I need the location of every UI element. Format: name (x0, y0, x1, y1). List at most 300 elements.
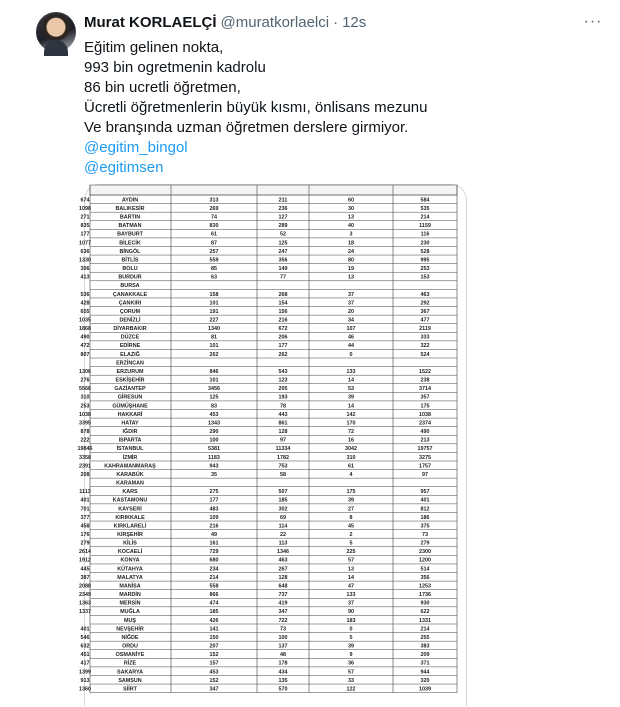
table-cell-value: 944 (420, 669, 430, 676)
table-cell-value: 1363 (79, 600, 91, 607)
table-cell-province: ÇORUM (119, 308, 141, 315)
table-cell-value: 866 (209, 592, 219, 599)
table-cell-value: 1340 (208, 326, 220, 333)
table-cell-province: BURDUR (118, 274, 142, 281)
table-cell-value: 356 (420, 574, 430, 581)
table-cell-value: 53 (348, 386, 354, 393)
table-cell-value: 114 (278, 523, 288, 530)
table-cell-value: 375 (420, 523, 430, 530)
table-cell-value: 161 (209, 540, 219, 547)
table-cell-value: 19846 (77, 446, 93, 453)
table-cell-value: 177 (209, 497, 219, 504)
table-cell-value: 3275 (419, 454, 431, 461)
table-cell-value: 35 (211, 471, 217, 478)
table-cell-value: 2 (349, 532, 353, 538)
table-cell-value: 453 (209, 411, 219, 418)
table-cell-value: 401 (80, 626, 90, 633)
table-cell-value: 322 (420, 343, 430, 350)
table-cell-value: 846 (209, 368, 219, 375)
table-grid (90, 185, 457, 693)
table-cell-province: MARDİN (119, 592, 141, 599)
table-cell-value: 674 (80, 197, 90, 204)
table-cell-value: 37 (348, 600, 354, 607)
tweet-line: 86 bin ucretli öğretmen, (84, 79, 241, 96)
table-cell-value: 333 (420, 334, 430, 341)
table-cell-value: 100 (209, 437, 219, 444)
table-cell-value: 543 (278, 368, 288, 375)
table-cell-value: 428 (80, 300, 90, 307)
table-cell-value: 74 (211, 214, 217, 221)
table-cell-province: KONYA (120, 557, 140, 564)
table-cell-value: 80 (348, 257, 354, 264)
table-cell-value: 570 (278, 686, 288, 693)
table-cell-value: 930 (420, 600, 430, 607)
table-cell-province: GÜMÜŞHANE (112, 403, 148, 410)
table-cell-value: 632 (80, 643, 90, 650)
table-cell-province: RİZE (123, 660, 137, 667)
table-cell-value: 63 (211, 274, 217, 281)
table-cell-value: 225 (346, 549, 356, 556)
table-cell-value: 236 (278, 205, 288, 212)
table-cell-province: NEVŞEHİR (116, 626, 144, 633)
tweet-image[interactable] (77, 184, 467, 706)
table-cell-province: NİĞDE (121, 634, 139, 641)
table-cell-value: 1039 (419, 686, 431, 693)
table-cell-value: 3358 (79, 454, 91, 461)
table-cell-value: 154 (278, 300, 288, 307)
table-cell-value: 4 (349, 471, 353, 478)
table-cell-value: 125 (278, 240, 288, 247)
table-cell-value: 101 (209, 343, 219, 350)
table-cell-value: 36 (348, 660, 354, 667)
table-cell-value: 426 (209, 617, 219, 624)
table-cell-province: İSTANBUL (116, 446, 144, 453)
table-cell-value: 3456 (208, 386, 220, 393)
table-cell-value: 253 (80, 403, 90, 410)
separator-dot: · (333, 13, 339, 31)
table-cell-value: 417 (80, 660, 90, 667)
table-cell-value: 14 (348, 574, 354, 581)
table-cell-value: 45 (348, 523, 354, 530)
table-cell-province: BAYBURT (117, 231, 143, 238)
table-cell-value: 85 (211, 266, 217, 273)
table-cell-value: 1183 (208, 454, 220, 461)
table-cell-value: 176 (80, 532, 90, 538)
table-cell-value: 268 (278, 291, 288, 298)
table-cell-value: 22 (280, 532, 286, 538)
table-cell-value: 1343 (208, 420, 220, 427)
table-cell-value: 97 (280, 437, 286, 444)
table-cell-value: 78 (280, 403, 286, 410)
table-cell-value: 1360 (79, 686, 91, 693)
table-cell-value: 207 (209, 643, 219, 650)
table-cell-province: GİRESUN (117, 394, 143, 401)
table-cell-value: 214 (420, 626, 430, 633)
table-cell-value: 302 (278, 506, 288, 513)
table-cell-province: ORDU (122, 643, 138, 650)
table-cell-value: 44 (348, 343, 354, 350)
table-cell-value: 2391 (79, 463, 91, 470)
table-cell-value: 289 (278, 223, 288, 230)
table-cell-value: 463 (278, 557, 288, 564)
table-cell-value: 141 (209, 626, 219, 633)
table-cell-value: 208 (80, 471, 90, 478)
table-cell-value: 214 (420, 214, 430, 221)
table-cell-value: 0 (349, 351, 353, 358)
table-image (77, 185, 468, 707)
table-cell-value: 310 (80, 394, 90, 401)
table-cell-value: 1306 (79, 368, 91, 375)
table-cell-value: 943 (209, 463, 219, 470)
table-cell-value: 672 (278, 326, 288, 333)
table-cell-value: 227 (209, 317, 219, 324)
table-cell-value: 57 (348, 669, 354, 676)
table-cell-value: 558 (209, 583, 219, 590)
table-cell-value: 255 (420, 634, 430, 641)
table-cell-province: ERZİNCAN (116, 360, 144, 367)
table-cell-value: 401 (420, 497, 430, 504)
table-cell-value: 238 (420, 377, 430, 384)
table-cell-value: 290 (209, 429, 219, 436)
table-cell-value: 133 (346, 592, 356, 599)
table-cell-value: 49 (211, 532, 217, 538)
table-cell-value: 377 (80, 514, 90, 521)
table-cell-value: 490 (80, 334, 90, 341)
table-cell-value: 90 (348, 609, 354, 616)
table-cell-value: 347 (209, 686, 219, 693)
table-cell-province: KÜTAHYA (117, 566, 143, 573)
tweet-text (84, 38, 604, 178)
table-cell-value: 8 (349, 514, 353, 521)
table-cell-value: 546 (80, 634, 90, 641)
table-cell-value: 257 (209, 248, 219, 255)
table-cell-value: 170 (346, 420, 356, 427)
tweet-header (84, 12, 366, 32)
table-cell-value: 463 (420, 291, 430, 298)
table-cell-value: 19 (348, 266, 354, 273)
table-cell-value: 483 (209, 506, 219, 513)
table-cell-value: 292 (420, 300, 430, 307)
table-cell-value: 109 (209, 514, 219, 521)
table-cell-value: 3042 (345, 446, 357, 453)
table-cell-value: 622 (420, 609, 430, 616)
table-cell-value: 16 (348, 437, 354, 444)
table-cell-value: 3395 (79, 420, 91, 427)
table-cell-value: 357 (420, 394, 430, 401)
table-cell-province: DÜZCE (120, 334, 140, 341)
table-cell-value: 1253 (419, 583, 431, 590)
table-cell-value: 206 (278, 334, 288, 341)
table-cell-value: 2614 (79, 549, 91, 556)
table-cell-value: 234 (209, 566, 219, 573)
table-cell-province: BALIKESİR (115, 205, 145, 212)
table-cell-value: 453 (209, 669, 219, 676)
table-cell-value: 150 (209, 634, 219, 641)
table-cell-province: HATAY (121, 420, 139, 427)
table-cell-value: 30 (348, 205, 354, 212)
avatar-figure (44, 40, 68, 56)
table-cell-value: 183 (346, 617, 356, 624)
table-cell-value: 451 (80, 652, 90, 659)
table-cell-province: IĞDIR (122, 429, 138, 436)
table-cell-value: 39 (348, 394, 354, 401)
avatar[interactable] (36, 12, 76, 52)
table-cell-value: 271 (80, 214, 90, 221)
table-cell-province: KARABÜK (116, 471, 144, 478)
table-cell-value: 1077 (79, 240, 91, 247)
table-cell-value: 185 (278, 497, 288, 504)
table-cell-value: 957 (420, 489, 430, 496)
table-cell-value: 913 (80, 677, 90, 684)
table-cell-value: 83 (211, 403, 217, 410)
table-cell-value: 737 (278, 592, 288, 599)
table-cell-value: 477 (420, 317, 430, 324)
tweet-line: Eğitim gelinen nokta, (84, 39, 224, 56)
table-cell-province: MERSİN (119, 600, 141, 607)
table-cell-value: 40 (348, 223, 354, 230)
table-cell-value: 306 (80, 266, 90, 273)
table-cell-value: 995 (420, 257, 430, 264)
table-cell-value: 247 (278, 248, 288, 255)
author-handle[interactable]: @muratkorlaelci (220, 13, 330, 31)
table-cell-province: KİLİS (123, 540, 137, 547)
table-cell-value: 1038 (79, 411, 91, 418)
table-cell-value: 5381 (208, 446, 220, 453)
table-cell-value: 213 (420, 437, 430, 444)
table-cell-value: 262 (278, 351, 288, 358)
table-cell-value: 156 (278, 308, 288, 315)
table-cell-value: 19757 (417, 446, 433, 453)
table-cell-value: 524 (420, 351, 430, 358)
table-cell-value: 230 (420, 240, 430, 247)
table-cell-value: 536 (80, 291, 90, 298)
table-cell-value: 128 (278, 574, 288, 581)
table-cell-value: 9 (349, 652, 353, 659)
table-cell-value: 97 (422, 471, 428, 478)
table-cell-value: 101 (209, 377, 219, 384)
table-cell-province: ISPARTA (118, 437, 142, 444)
table-cell-value: 1038 (419, 411, 431, 418)
table-cell-value: 191 (209, 308, 219, 315)
table-cell-value: 310 (346, 454, 356, 461)
table-cell-value: 413 (80, 274, 90, 281)
table-cell-value: 3714 (419, 386, 431, 393)
table-cell-value: 443 (278, 411, 288, 418)
table-cell-value: 445 (80, 566, 90, 573)
table-cell-value: 1346 (277, 549, 289, 556)
table-cell-value: 267 (278, 566, 288, 573)
table-cell-value: 61 (348, 463, 354, 470)
table-cell-province: SAMSUN (118, 677, 142, 684)
table-cell-value: 5 (349, 540, 353, 547)
table-cell-value: 2374 (419, 420, 431, 427)
table-cell-value: 2349 (79, 592, 91, 599)
table-cell-value: 1757 (419, 463, 431, 470)
table-cell-value: 18 (348, 240, 354, 247)
table-cell-value: 149 (278, 266, 288, 273)
table-cell-value: 861 (278, 420, 288, 427)
table-cell-province: GAZİANTEP (114, 386, 146, 393)
table-cell-value: 61 (211, 231, 217, 238)
table-cell-value: 514 (420, 566, 430, 573)
table-cell-value: 387 (80, 574, 90, 581)
table-cell-value: 175 (420, 403, 430, 410)
table-cell-value: 636 (80, 248, 90, 255)
table-cell-value: 186 (420, 514, 430, 521)
table-cell-value: 253 (420, 266, 430, 273)
table-cell-value: 753 (278, 463, 288, 470)
table-cell-value: 458 (80, 523, 90, 530)
table-cell-value: 46 (348, 334, 354, 341)
table-cell-value: 177 (80, 231, 90, 238)
table-cell-value: 1098 (79, 205, 91, 212)
table-cell-value: 33 (348, 677, 354, 684)
table-cell-value: 648 (278, 583, 288, 590)
table-cell-value: 434 (278, 669, 288, 676)
table-cell-province: KASTAMONU (112, 497, 148, 504)
table-cell-value: 205 (278, 386, 288, 393)
table-cell-province: SİİRT (123, 686, 137, 693)
table-cell-value: 158 (209, 291, 219, 298)
table-cell-value: 214 (209, 574, 219, 581)
table-cell-value: 5 (349, 634, 353, 641)
author-name[interactable]: Murat KORLAELÇİ (84, 13, 217, 31)
table-cell-value: 73 (422, 532, 428, 538)
table-cell-value: 535 (420, 205, 430, 212)
table-cell-value: 137 (278, 643, 288, 650)
timestamp[interactable]: 12s (342, 13, 367, 31)
table-cell-value: 5566 (79, 386, 91, 393)
table-cell-province: MUĞLA (120, 609, 140, 616)
table-cell-value: 383 (420, 643, 430, 650)
table-cell-value: 47 (348, 583, 354, 590)
table-cell-value: 722 (278, 617, 288, 624)
table-cell-province: MALATYA (117, 574, 143, 581)
table-cell-province: KARS (122, 489, 138, 496)
table-cell-value: 152 (209, 677, 219, 684)
table-cell-value: 371 (420, 660, 430, 667)
table-header-cut (90, 185, 457, 195)
table-cell-province: DENİZLİ (119, 317, 141, 324)
table-cell-province: ÇANAKKALE (112, 291, 148, 298)
table-cell-value: 269 (209, 205, 219, 212)
table-cell-value: 39 (348, 497, 354, 504)
table-cell-value: 69 (280, 514, 286, 521)
table-cell-value: 474 (209, 600, 219, 607)
table-cell-value: 209 (420, 652, 430, 659)
table-cell-value: 14 (348, 377, 354, 384)
table-cell-value: 177 (278, 343, 288, 350)
table-cell-value: 262 (209, 351, 219, 358)
table-cell-value: 2088 (79, 583, 91, 590)
table-cell-value: 13 (348, 214, 354, 221)
table-cell-province: KAHRAMANMARAŞ (104, 463, 156, 470)
table-cell-value: 490 (420, 429, 430, 436)
table-cell-value: 107 (346, 326, 356, 333)
table-cell-value: 57 (348, 557, 354, 564)
table-cell-value: 216 (278, 317, 288, 324)
table-cell-value: 655 (80, 308, 90, 315)
table-cell-value: 1522 (419, 368, 431, 375)
table-cell-value: 60 (348, 197, 354, 204)
table-cell-value: 528 (420, 248, 430, 255)
table-cell-value: 701 (80, 506, 90, 513)
table-cell-province: EDİRNE (119, 343, 141, 350)
tweet-line: Ve branşında uzman öğretmen derslere girmiyor. (84, 119, 409, 136)
table-cell-value: 1912 (79, 557, 91, 564)
table-cell-value: 52 (280, 231, 286, 238)
table-cell-value: 1782 (277, 454, 289, 461)
table-cell-value: 128 (278, 429, 288, 436)
table-cell-value: 2119 (419, 326, 431, 333)
table-cell-value: 835 (80, 223, 90, 230)
table-cell-value: 20 (348, 308, 354, 315)
table-cell-value: 1159 (419, 223, 431, 230)
table-cell-province: ERZURUM (116, 368, 144, 375)
table-cell-value: 1736 (419, 592, 431, 599)
table-cell-value: 14 (348, 403, 354, 410)
table-cell-value: 830 (209, 223, 219, 230)
table-cell-value: 584 (420, 197, 430, 204)
table-cell-value: 419 (278, 600, 288, 607)
table-cell-value: 1200 (419, 557, 431, 564)
table-cell-province: KAYSERİ (118, 506, 142, 513)
table-cell-value: 37 (348, 300, 354, 307)
table-cell-value: 48 (280, 652, 286, 659)
table-cell-province: BATMAN (118, 223, 142, 230)
table-cell-province: BURSA (120, 283, 140, 290)
table-cell-value: 559 (209, 257, 219, 264)
table-cell-value: 142 (346, 411, 356, 418)
table-cell-value: 1868 (79, 326, 91, 333)
table-cell-value: 3 (349, 231, 353, 238)
table-cell-value: 807 (80, 351, 90, 358)
table-cell-province: SAKARYA (117, 669, 143, 676)
table-cell-value: 275 (209, 489, 219, 496)
table-cell-province: HAKKARİ (117, 411, 143, 418)
table-cell-value: 367 (420, 308, 430, 315)
table-cell-value: 157 (209, 660, 219, 667)
table-cell-province: BOLU (122, 266, 138, 273)
table-cell-value: 401 (80, 497, 90, 504)
table-cell-value: 13 (348, 274, 354, 281)
table-cell-province: MUŞ (124, 617, 136, 624)
table-cell-province: MANİSA (119, 583, 141, 590)
table-cell-value: 313 (209, 197, 219, 204)
table-cell-province: KIRŞEHİR (117, 532, 143, 538)
table-cell-value: 122 (346, 686, 356, 693)
table-cell-value: 153 (420, 274, 430, 281)
table-cell-value: 72 (348, 429, 354, 436)
table-cell-province: BİTLİS (121, 257, 139, 264)
mention-link[interactable]: @egitim_bingol (84, 139, 188, 156)
table-cell-province: KOCAELİ (117, 549, 143, 556)
table-cell-province: KIRIKKALE (115, 514, 145, 521)
mention-link[interactable]: @egitimsen (84, 159, 164, 176)
table-cell-province: KIRKLARELİ (113, 523, 147, 530)
table-cell-value: 58 (280, 471, 286, 478)
table-cell-value: 123 (278, 377, 288, 384)
table-cell-province: ELAZIĞ (120, 351, 140, 358)
table-cell-value: 729 (209, 549, 219, 556)
table-cell-value: 113 (278, 540, 288, 547)
table-cell-value: 101 (209, 300, 219, 307)
table-cell-value: 125 (209, 394, 219, 401)
table-cell-value: 0 (349, 626, 353, 633)
more-horizontal-icon[interactable]: ··· (583, 13, 603, 30)
table-cell-value: 37 (348, 291, 354, 298)
table-cell-value: 27 (348, 506, 354, 513)
